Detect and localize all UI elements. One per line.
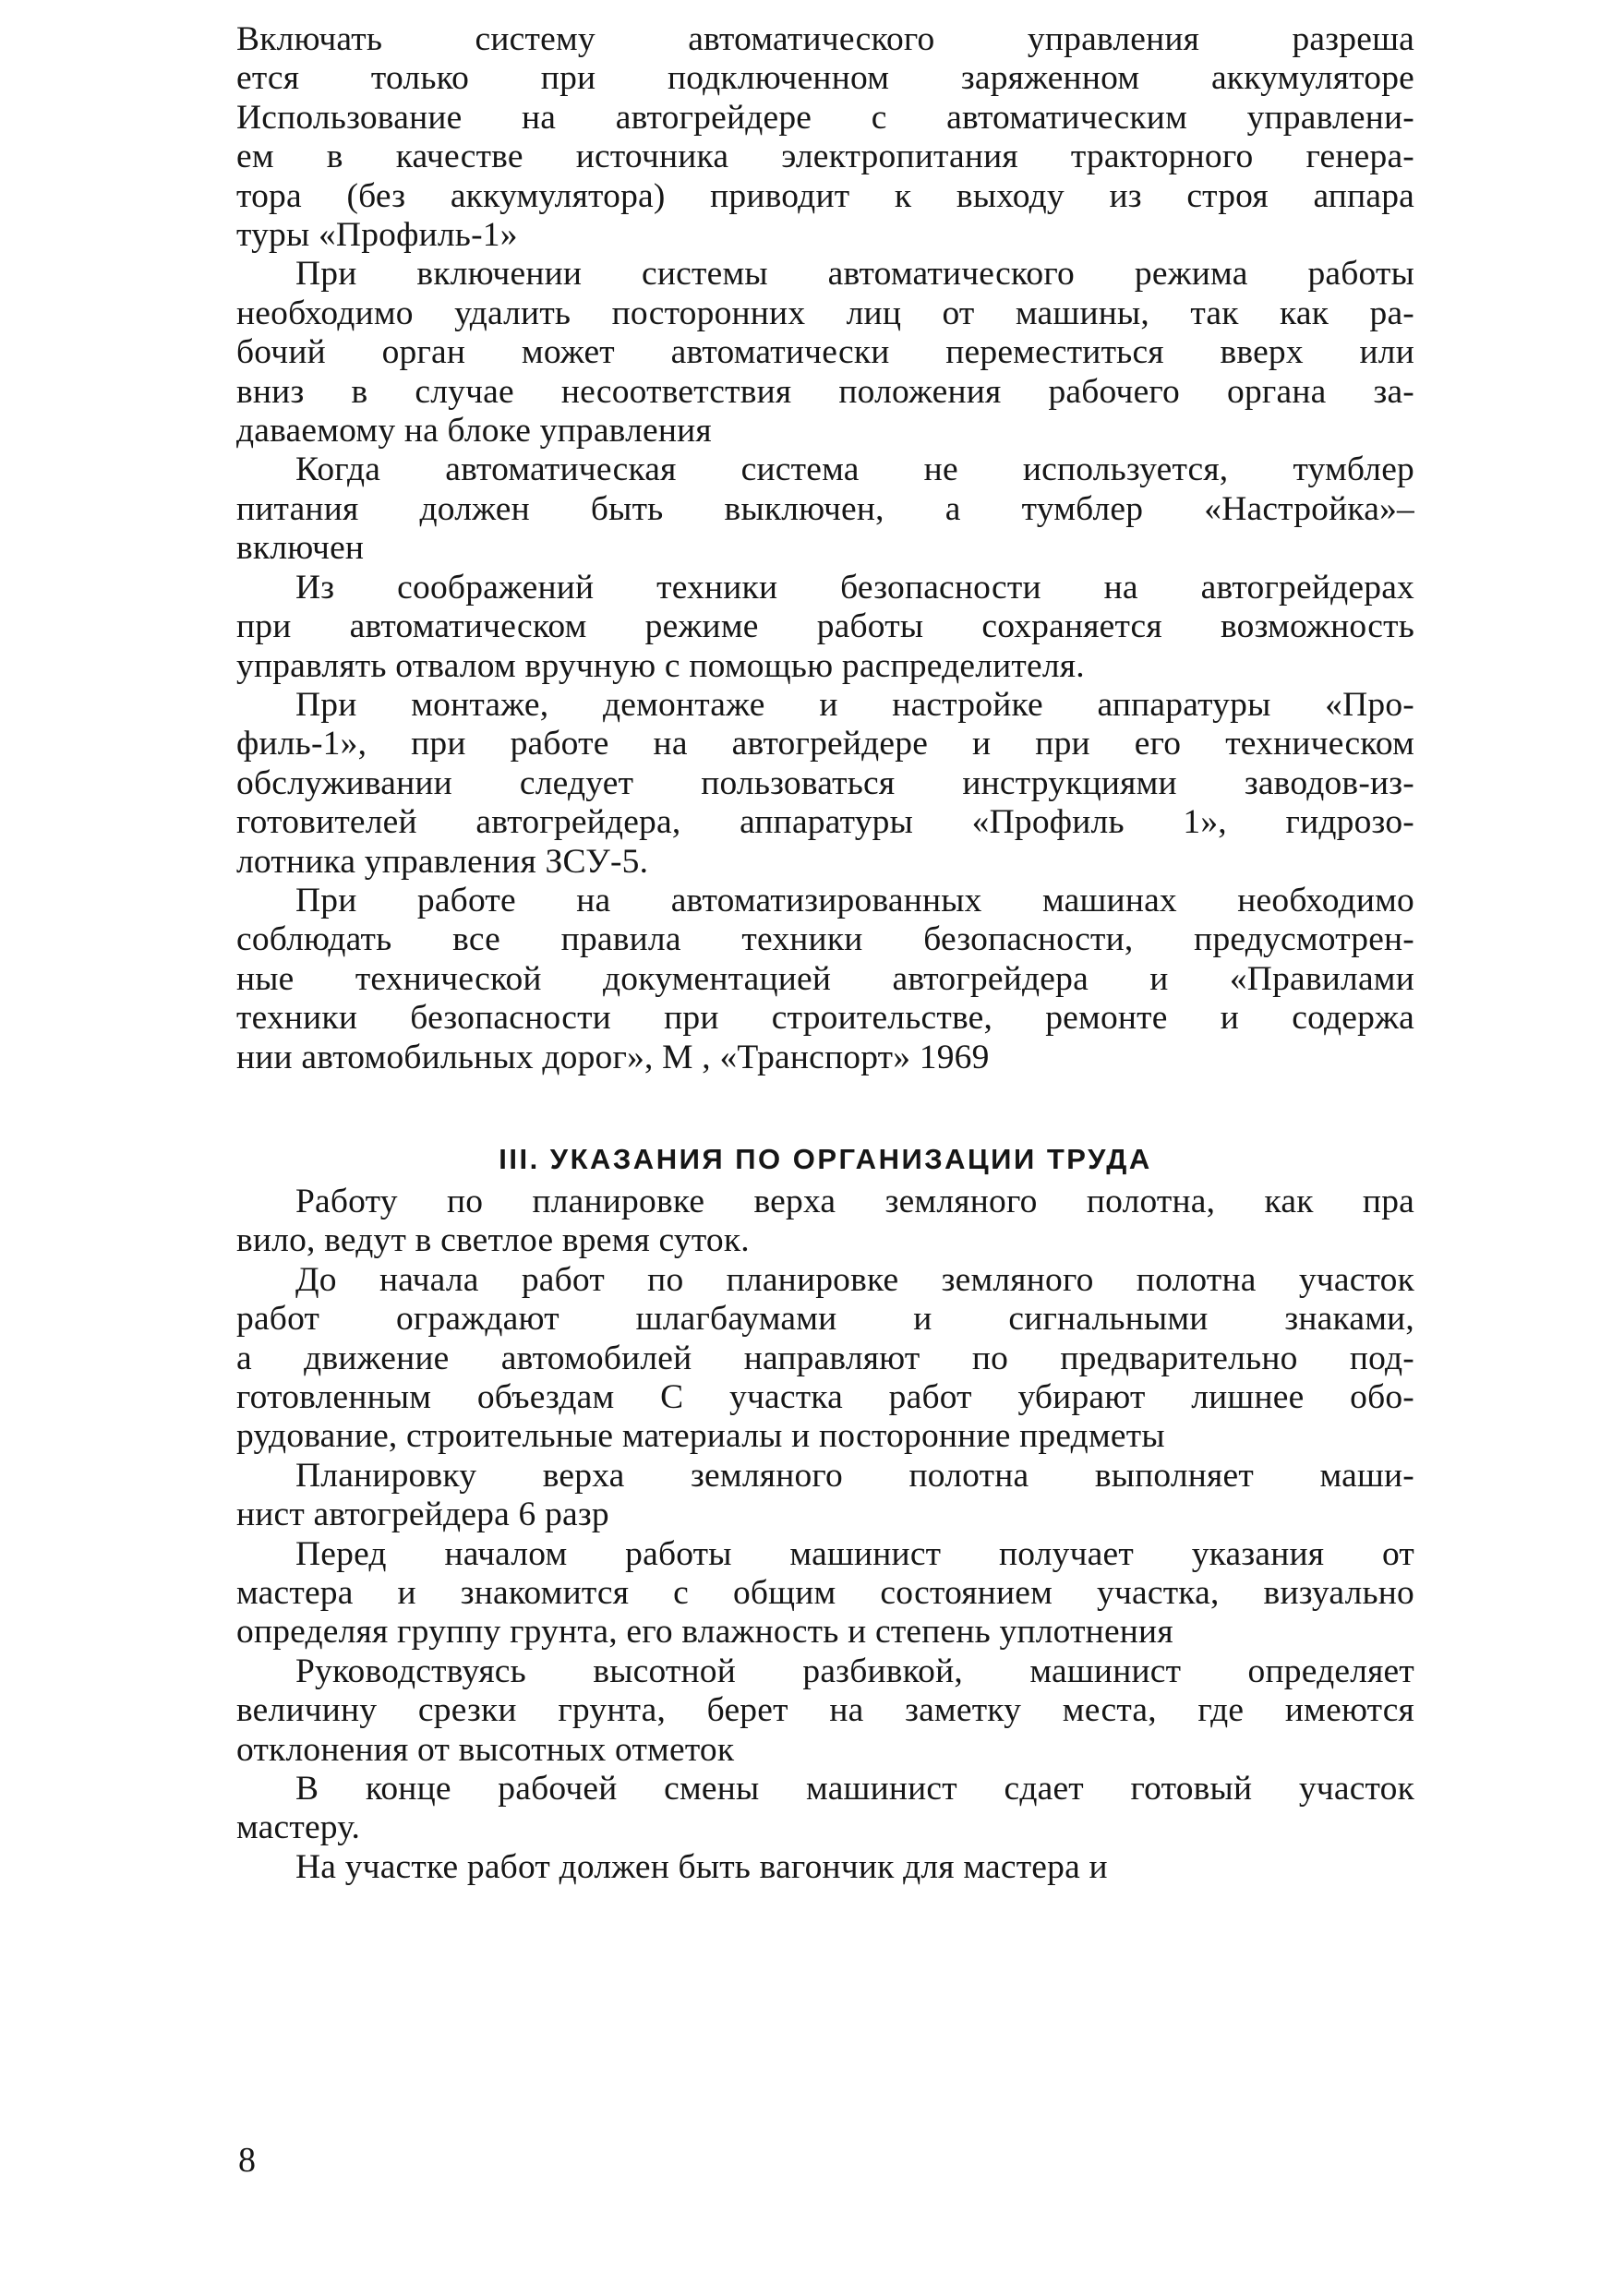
text-line: Руководствуясь высотной разбивкой, машинист определяет — [295, 1652, 1414, 1690]
paragraph — [236, 20, 1414, 255]
text-line: нии автомобильных дорог», М , «Транспорт» 1969 — [236, 1038, 990, 1076]
paragraph — [236, 1261, 1414, 1457]
text-line: Перед началом работы машинист получает указания от — [295, 1534, 1414, 1573]
paragraph — [236, 1652, 1414, 1770]
text-line: величину срезки грунта, берет на заметку места, где имеются — [236, 1691, 1414, 1730]
text-line: рудование, строительные материалы и посторонние предметы — [236, 1417, 1165, 1456]
text-line: определяя группу грунта, его влажность и степень уплотнения — [236, 1613, 1173, 1652]
text-line: При монтаже, демонтаже и настройке аппаратуры «Про- — [295, 685, 1414, 724]
text-line: работ ограждают шлагбаумами и сигнальными знаками, — [236, 1300, 1414, 1339]
text-line: При включении системы автоматического режима работы — [295, 255, 1414, 294]
text-line: отклонения от высотных отметок — [236, 1730, 735, 1769]
text-line: лотника управления ЗСУ-5. — [236, 842, 649, 881]
text-line: Планировку верха земляного полотна выполняет маши- — [295, 1456, 1414, 1495]
text-line: Включать систему автоматического управления разреша — [236, 20, 1414, 58]
text-line: Когда автоматическая система не используется, тумблер — [295, 451, 1414, 489]
paragraph — [236, 1183, 1414, 1261]
body-text-top — [236, 20, 1414, 1077]
text-line: обслуживании следует пользоваться инструкциями заводов-из- — [236, 763, 1414, 802]
text-line: даваемому на блоке управления — [236, 412, 712, 451]
text-line: вило, ведут в светлое время суток. — [236, 1221, 750, 1260]
paragraph — [236, 1770, 1414, 1848]
text-line: соблюдать все правила техники безопасности, предусмотрен- — [236, 920, 1414, 959]
text-line: мастера и знакомится с общим состоянием участка, визуально — [236, 1574, 1414, 1613]
text-line: готовителей автогрейдера, аппаратуры «Профиль 1», гидрозо- — [236, 803, 1414, 842]
section-heading: III. УКАЗАНИЯ ПО ОРГАНИЗАЦИИ ТРУДА — [499, 1142, 1152, 1175]
text-line: В конце рабочей смены машинист сдает готовый участок — [295, 1770, 1414, 1808]
text-line: техники безопасности при строительстве, ремонте и содержа — [236, 999, 1414, 1038]
paragraph — [236, 1848, 1414, 1887]
paragraph — [236, 255, 1414, 451]
text-line: филь-1», при работе на автогрейдере и при его техническом — [236, 725, 1414, 763]
text-line: Из соображений техники безопасности на автогрейдерах — [295, 568, 1414, 607]
text-line: необходимо удалить посторонних лиц от машины, так как ра- — [236, 294, 1414, 332]
body-text-bottom — [236, 1183, 1414, 1887]
text-line: ные технической документацией автогрейдера и «Правилами — [236, 959, 1414, 998]
text-line: готовленным объездам С участка работ убирают лишнее обо- — [236, 1378, 1414, 1416]
text-line: ется только при подключенном заряженном аккумуляторе — [236, 59, 1414, 98]
paragraph — [236, 1457, 1414, 1535]
text-line: включен — [236, 529, 365, 568]
paragraph — [236, 1535, 1414, 1652]
paragraph — [236, 569, 1414, 686]
text-line: нист автогрейдера 6 разр — [236, 1496, 609, 1534]
text-line: тора (без аккумулятора) приводит к выходу из строя аппара — [236, 176, 1414, 215]
paragraph — [236, 451, 1414, 568]
text-line: при автоматическом режиме работы сохраняется возможность — [236, 607, 1414, 646]
text-line: При работе на автоматизированных машинах необходимо — [295, 881, 1414, 919]
paragraph — [236, 882, 1414, 1077]
text-line: ем в качестве источника электропитания тракторного генера- — [236, 138, 1414, 176]
text-line: бочий орган может автоматически переместиться вверх или — [236, 333, 1414, 372]
text-line: туры «Профиль-1» — [236, 216, 518, 255]
text-line: мастеру. — [236, 1808, 361, 1847]
text-line: вниз в случае несоответствия положения рабочего органа за- — [236, 372, 1414, 411]
document-page — [236, 20, 1414, 1887]
text-line: управлять отвалом вручную с помощью распределителя. — [236, 646, 1085, 685]
text-line: а движение автомобилей направляют по предварительно под- — [236, 1339, 1414, 1377]
page-number: 8 — [238, 2141, 256, 2180]
text-line: На участке работ должен быть вагончик для мастера и — [295, 1847, 1108, 1886]
text-line: До начала работ по планировке земляного полотна участок — [295, 1260, 1414, 1299]
text-line: Использование на автогрейдере с автоматическим управлени- — [236, 98, 1414, 137]
text-line: питания должен быть выключен, а тумблер «Настройка»– — [236, 489, 1414, 528]
text-line: Работу по планировке верха земляного полотна, как пра — [295, 1182, 1414, 1220]
paragraph — [236, 686, 1414, 882]
